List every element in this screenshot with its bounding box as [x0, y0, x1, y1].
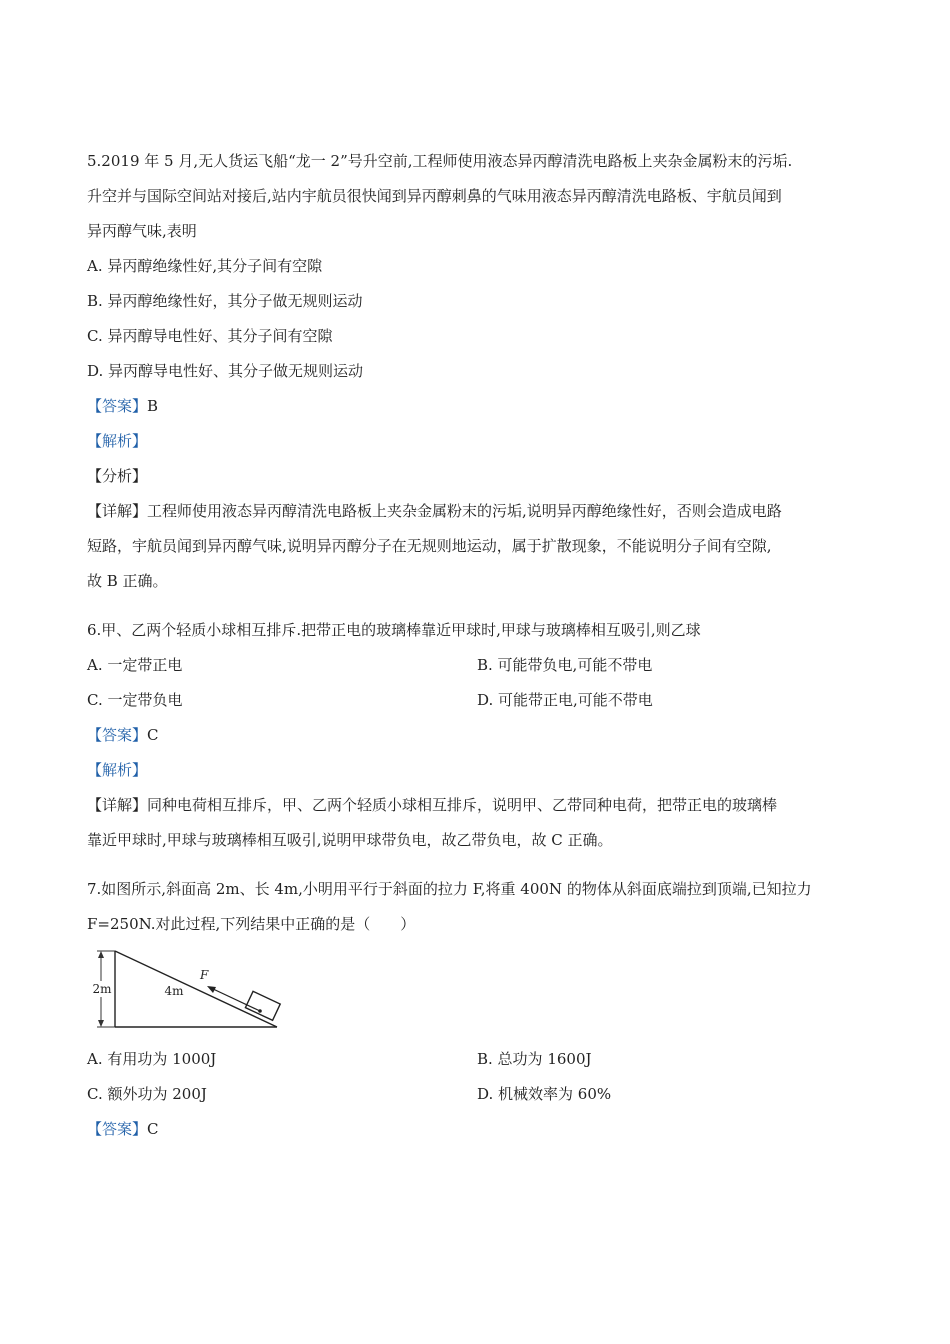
force-label: F — [200, 968, 209, 982]
question-7-options-row-2 — [87, 1077, 867, 1112]
question-5-stem-line-1: 5.2019 年 5 月,无人货运飞船“龙一 2”号升空前,工程师使用液态异丙醇清洗电路板上夹杂金属粉末的污垢. — [87, 152, 793, 170]
length-label: 4m — [164, 984, 184, 998]
question-5-detail-line-1 — [87, 494, 867, 529]
question-7-answer — [87, 1112, 867, 1147]
force-arrow-head — [207, 986, 216, 993]
detail-text: 同种电荷相互排斥，甲、乙两个轻质小球相互排斥，说明甲、乙带同种电荷，把带正电的玻璃棒 — [147, 796, 778, 814]
answer-tag: 【答案】 — [87, 726, 148, 744]
block-rect — [245, 991, 280, 1020]
question-7-option-c: C. 额外功为 200J — [87, 1085, 207, 1103]
question-7-options-row-1 — [87, 1042, 867, 1077]
detail-tag: 【详解】 — [87, 796, 148, 814]
answer-tag: 【答案】 — [87, 1120, 148, 1138]
question-5-option-b: B. 异丙醇绝缘性好，其分子做无规则运动 — [87, 292, 363, 310]
question-7-option-b: B. 总功为 1600J — [477, 1050, 592, 1068]
question-6 — [87, 613, 867, 858]
question-6-options-row-2 — [87, 683, 867, 718]
height-arrow-top — [98, 951, 104, 958]
incline-diagram — [87, 948, 287, 1038]
document-content — [87, 144, 867, 1147]
question-5-option-a: A. 异丙醇绝缘性好,其分子间有空隙 — [87, 257, 323, 275]
question-6-analysis-tag: 【解析】 — [87, 761, 148, 779]
question-6-option-b: B. 可能带负电,可能不带电 — [477, 656, 653, 674]
question-5-detail-line-3: 故 B 正确。 — [87, 572, 168, 590]
incline-diagram-svg — [87, 948, 287, 1038]
answer-value: C — [147, 1120, 159, 1138]
question-6-options-row-1 — [87, 648, 867, 683]
detail-text: 工程师使用液态异丙醇清洗电路板上夹杂金属粉末的污垢,说明异丙醇绝缘性好，否则会造成电路 — [147, 502, 782, 520]
question-6-stem: 6.甲、乙两个轻质小球相互排斥.把带正电的玻璃棒靠近甲球时,甲球与玻璃棒相互吸引,则乙球 — [87, 621, 701, 639]
question-5-analysis-tag: 【解析】 — [87, 432, 148, 450]
question-7 — [87, 872, 867, 1147]
question-5-stem-line-2: 升空并与国际空间站对接后,站内宇航员很快闻到异丙醇刺鼻的气味用液态异丙醇清洗电路板、宇航员闻到 — [87, 187, 782, 205]
question-7-option-a: A. 有用功为 1000J — [87, 1050, 217, 1068]
block — [245, 991, 280, 1020]
question-5-stem-line-3: 异丙醇气味,表明 — [87, 222, 197, 240]
detail-tag: 【详解】 — [87, 502, 148, 520]
answer-tag: 【答案】 — [87, 397, 148, 415]
question-6-detail-line-1 — [87, 788, 867, 823]
height-arrow-bottom — [98, 1020, 104, 1027]
answer-value: B — [147, 397, 159, 415]
question-6-option-a: A. 一定带正电 — [87, 656, 183, 674]
question-5-fenxi-tag: 【分析】 — [87, 467, 148, 485]
question-6-answer — [87, 718, 867, 753]
question-5 — [87, 144, 867, 599]
question-7-option-d: D. 机械效率为 60% — [477, 1085, 612, 1103]
spacer — [87, 858, 867, 872]
question-7-stem-line-1: 7.如图所示,斜面高 2m、长 4m,小明用平行于斜面的拉力 F,将重 400N 的物体从斜面底端拉到顶端,已知拉力 — [87, 880, 812, 898]
height-label: 2m — [92, 982, 112, 996]
spacer — [87, 599, 867, 613]
incline-slope — [115, 951, 277, 1027]
answer-value: C — [147, 726, 159, 744]
question-5-option-c: C. 异丙醇导电性好、其分子间有空隙 — [87, 327, 333, 345]
question-6-option-d: D. 可能带正电,可能不带电 — [477, 691, 653, 709]
question-7-stem-line-2: F=250N.对此过程,下列结果中正确的是（ ） — [87, 915, 416, 933]
question-5-detail-line-2: 短路，宇航员闻到异丙醇气味,说明异丙醇分子在无规则地运动，属于扩散现象，不能说明分子间有空隙, — [87, 537, 772, 555]
question-5-option-d: D. 异丙醇导电性好、其分子做无规则运动 — [87, 362, 364, 380]
question-5-answer — [87, 389, 867, 424]
force-point — [258, 1009, 262, 1013]
question-6-detail-line-2: 靠近甲球时,甲球与玻璃棒相互吸引,说明甲球带负电，故乙带负电，故 C 正确。 — [87, 831, 613, 849]
question-6-option-c: C. 一定带负电 — [87, 691, 183, 709]
